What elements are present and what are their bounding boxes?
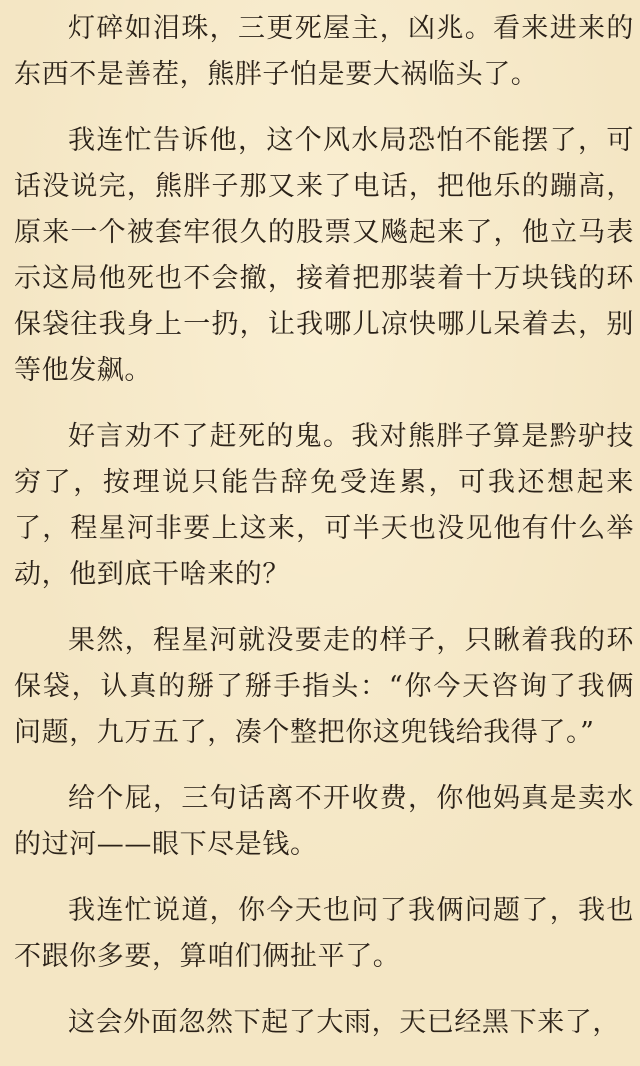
paragraph-1: 灯碎如泪珠，三更死屋主，凶兆。看来进来的东西不是善茬，熊胖子怕是要大祸临头了。: [14, 13, 634, 90]
text-column: [14, 6, 634, 1066]
paragraph-7: 这会外面忽然下起了大雨，天已经黑下来了，: [68, 1007, 620, 1038]
paragraph-5: 给个屁，三句话离不开收费，你他妈真是卖水的过河——眼下尽是钱。: [14, 783, 634, 860]
paragraph-6: 我连忙说道，你今天也问了我俩问题了，我也不跟你多要，算咱们俩扯平了。: [14, 895, 634, 972]
paragraph-4: 果然，程星河就没要走的样子，只瞅着我的环保袋，认真的掰了掰手指头：“你今天咨询了我俩问题，九万五了，凑个整把你这兜钱给我得了。”: [14, 625, 634, 748]
paragraph-2: 我连忙告诉他，这个风水局恐怕不能摆了，可话没说完，熊胖子那又来了电话，把他乐的蹦高，原来一个被套牢很久的股票又飚起来了，他立马表示这局他死也不会撤，接着把那装着十万块钱的环保袋往我身上一扔，让我哪儿凉快哪儿呆着去，别等他发飙。: [14, 125, 634, 386]
paragraph-3: 好言劝不了赶死的鬼。我对熊胖子算是黔驴技穷了，按理说只能告辞免受连累，可我还想起来了，程星河非要上这来，可半天也没见他有什么举动，他到底干啥来的？: [14, 421, 634, 590]
